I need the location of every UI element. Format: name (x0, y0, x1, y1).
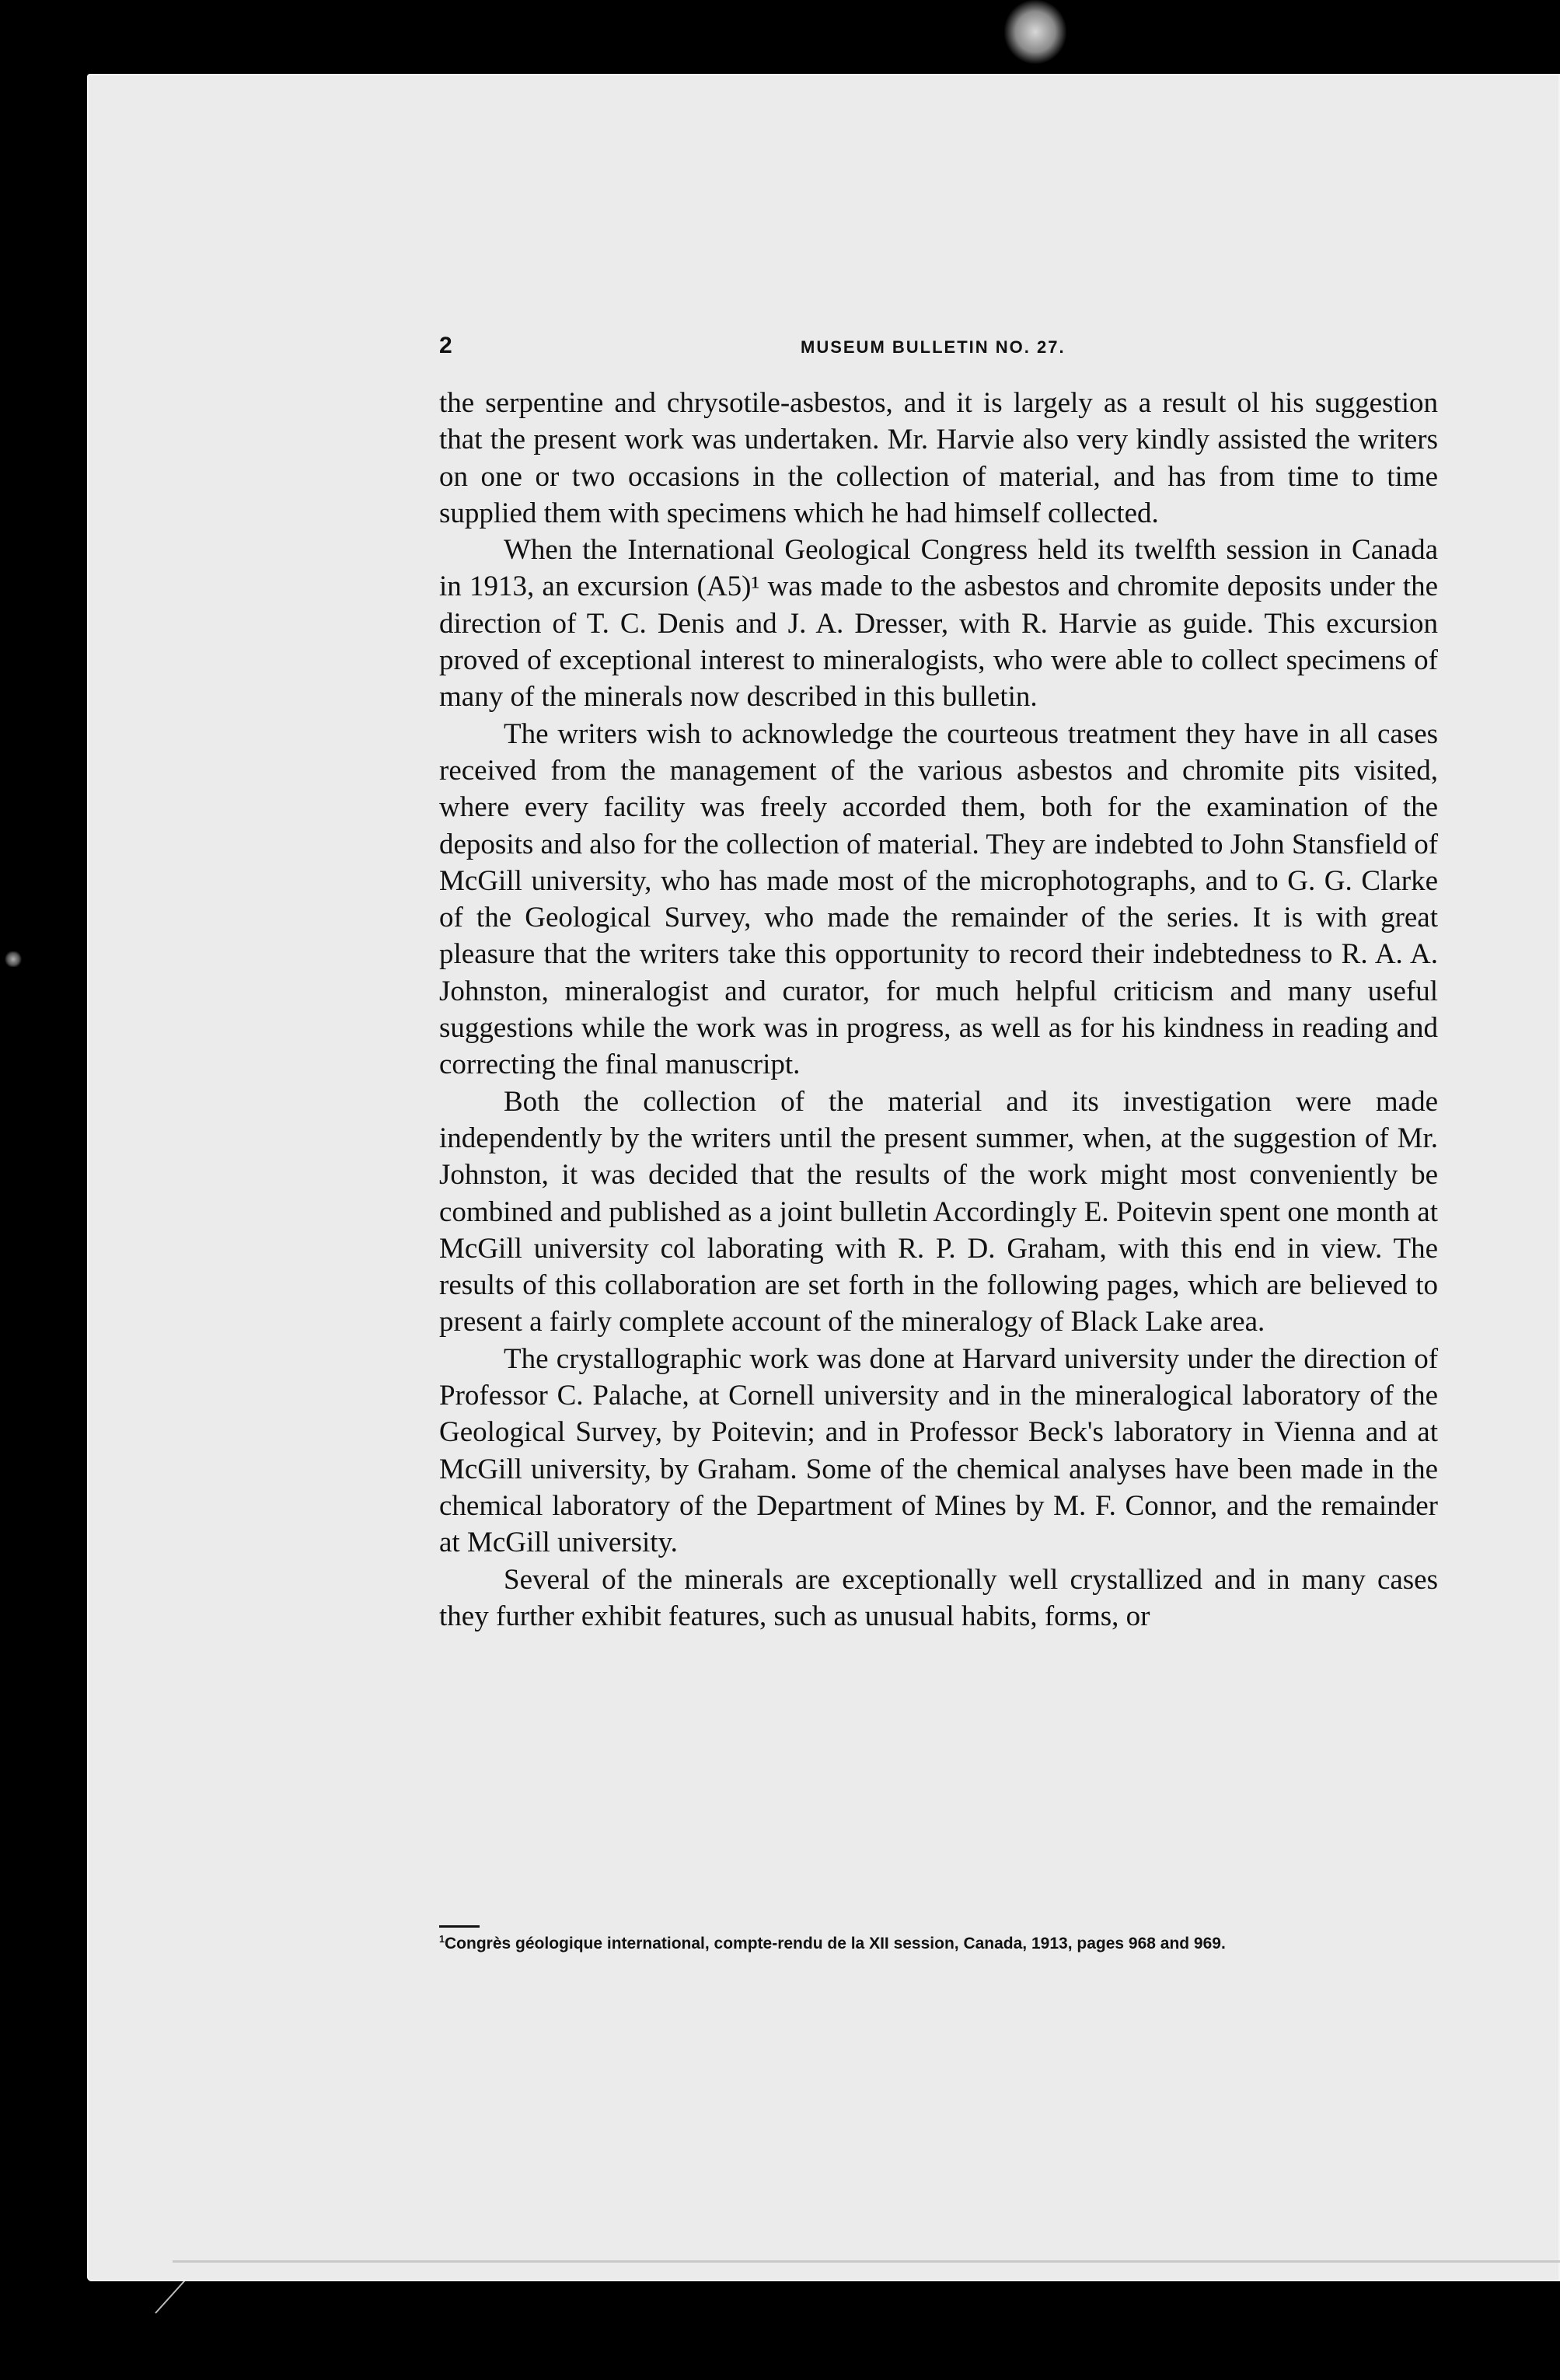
text-line: The writers wish to acknowledge the courteous treatment they have (504, 717, 1299, 750)
text-line: also very kindly assisted the writers on one or two occasions in the (439, 424, 1439, 493)
text-line: to mineralogists, who were able to collect specimens of many of the (439, 644, 1438, 714)
text-line: helpful criticism and many useful suggestions while the work was in (439, 975, 1438, 1045)
text-line: suggestion of Mr. Johnston, it was decided that the results of the work (439, 1122, 1438, 1192)
footnote (439, 1931, 1438, 1957)
text-line: When the International Geological Congress held its twelfth session (504, 534, 1310, 567)
footnote-marker: 1 (439, 1934, 445, 1945)
running-head: MUSEUM BULLETIN NO. 27. (801, 337, 1066, 357)
text-line: Black Lake area. (1070, 1306, 1265, 1338)
paragraph (439, 532, 1438, 715)
text-line: Professor Beck's laboratory in Vienna and at McGill university, by (439, 1416, 1439, 1485)
page-header (439, 333, 1442, 364)
text-line: indebtedness to R. A. A. Johnston, mineralogist and curator, for much (439, 938, 1439, 1007)
text-line: mineralogical laboratory of the Geological Survey, by Poitevin; and in (439, 1380, 1438, 1449)
paragraph (439, 385, 1438, 532)
paragraph (439, 1341, 1438, 1562)
scan-artifact-left (5, 951, 22, 967)
text-line: who has made most of the microphotographs, and to G. G. Clarke of the (439, 864, 1439, 934)
text-line: Both the collection of the material and its investigation were made (504, 1085, 1438, 1118)
body-text (439, 385, 1438, 1635)
text-line: Several of the minerals are exceptionally well crystallized and in (504, 1563, 1290, 1596)
text-line: manuscript. (665, 1049, 801, 1081)
text-line: great pleasure that the writers take this opportunity to record their (439, 902, 1439, 971)
paragraph (439, 1562, 1438, 1635)
text-line: chromite deposits under the direction of T. C. Denis and J. A. Dresser, (439, 571, 1438, 640)
text-line: both for the examination of the deposits and also for the collection of (439, 791, 1438, 860)
text-line: the direction of Professor C. Palache, at Cornell university and in the (439, 1342, 1439, 1412)
text-line: Graham. Some of the chemical analyses have been made in the chemical (439, 1453, 1439, 1522)
text-line: his suggestion that the present work was undertaken. Mr. Harvie (439, 387, 1438, 456)
page-edge-shadow (173, 2260, 1560, 2263)
text-line: results of this collaboration are set forth in the following pages, which (439, 1269, 1258, 1302)
paragraph (439, 1084, 1438, 1341)
scan-artifact-top (1004, 0, 1066, 64)
text-line: many cases they further exhibit features, such as unusual habits, forms, or (439, 1563, 1439, 1632)
text-line: Accordingly E. Poitevin spent one month at McGill university col (439, 1195, 1438, 1265)
text-line: minerals now described in this bulletin. (583, 681, 1038, 714)
text-line: laboratory of the Department of Mines by M. F. Connor, and the (552, 1489, 1313, 1522)
text-line: independently by the writers until the present summer, when, at the (439, 1122, 1225, 1154)
text-line: in all cases received from the management of the various asbestos and (439, 717, 1439, 787)
text-line: progress, as well as for his kindness in reading and correcting the final (439, 1012, 1438, 1081)
text-line: in Canada in 1913, an excursion (A5)¹ was made to the asbestos and (439, 534, 1438, 603)
text-line: The crystallographic work was done at Harvard university under (504, 1342, 1253, 1375)
text-line: chromite pits visited, where every facility was freely accorded them, (439, 754, 1439, 824)
text-line: might most conveniently be combined and published as a joint bulletin (439, 1159, 1438, 1228)
page-number: 2 (439, 333, 452, 358)
text-line: remainder at McGill university. (439, 1489, 1439, 1559)
text-line: Geological Survey, who made the remainder of the series. It is with (525, 902, 1367, 934)
text-line: the serpentine and chrysotile-asbestos, and it is largely as a result ol (439, 387, 1260, 419)
footnote-text: Congrès géologique international, compte-rendu de la XII session, Canada, 1913, pages 968 and 969. (445, 1935, 1226, 1953)
text-line: specimens which he had himself collected. (666, 497, 1159, 529)
paragraph (439, 716, 1438, 1084)
text-line: material. They are indebted to John Stansfield of McGill university, (439, 828, 1439, 897)
text-line: with R. Harvie as guide. This excursion proved of exceptional interest (439, 607, 1438, 677)
footnote-rule (439, 1925, 480, 1928)
text-line: laborating with R. P. D. Graham, with this end in view. The (707, 1232, 1438, 1265)
text-line: are believed to present a fairly complete account of the mineralogy of (439, 1269, 1439, 1338)
text-line: collection of material, and has from time to time supplied them with (439, 460, 1439, 529)
